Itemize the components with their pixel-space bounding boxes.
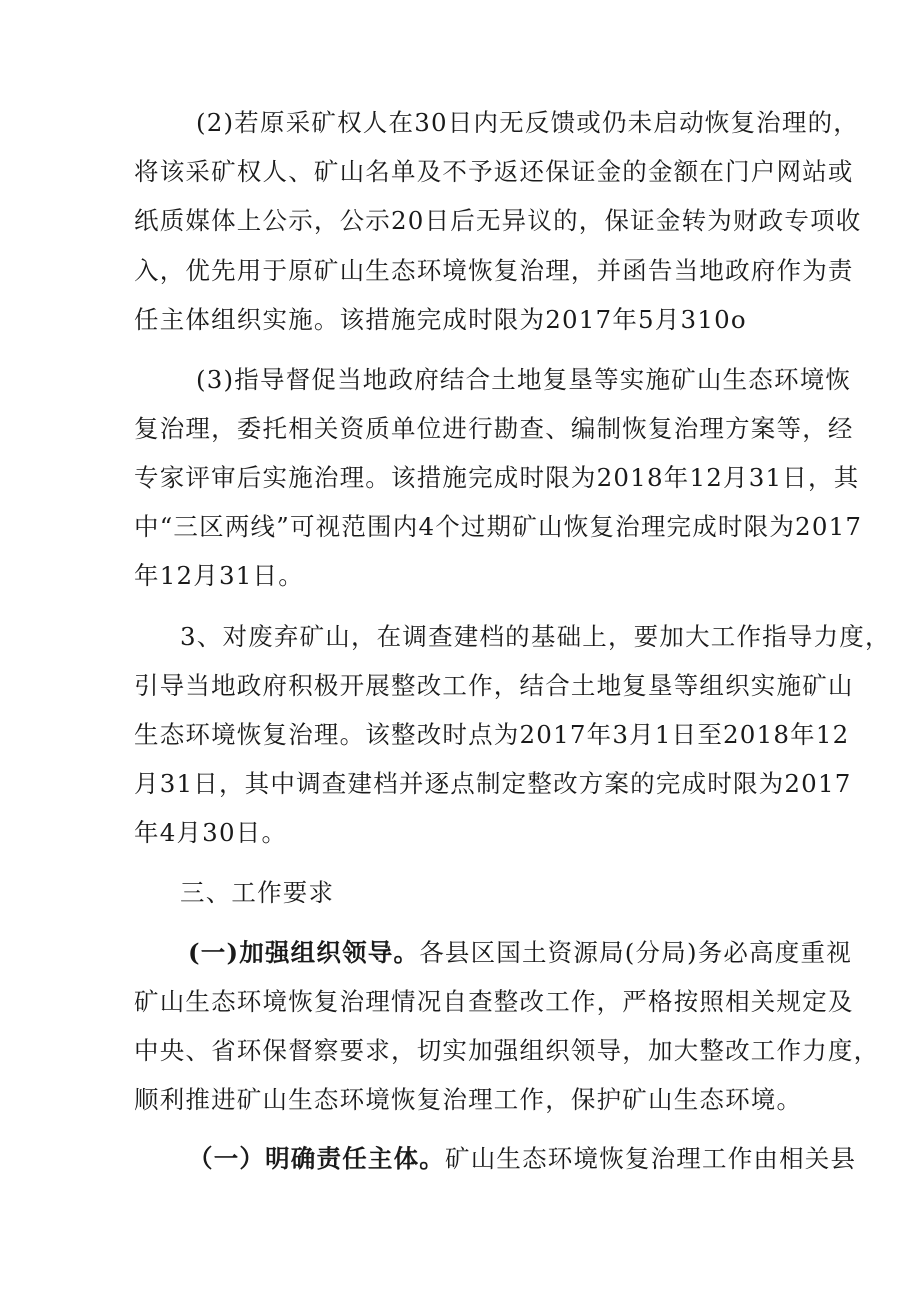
requirement-1-line-1-text: 各县区国土资源局(分局)务必高度重视 (419, 938, 852, 967)
requirement-1-line-1 (188, 938, 852, 968)
paragraph-abandoned-line-3: 生态环境恢复治理。该整改时点为2017年3月1日至2018年12 (134, 720, 850, 749)
paragraph-abandoned-line-4: 月31日，其中调查建档并逐点制定整改方案的完成时限为2017 (134, 769, 852, 798)
paragraph-abandoned-line-2: 引导当地政府积极开展整改工作，结合土地复垦等组织实施矿山 (134, 671, 854, 700)
requirement-1-lead: (一)加强组织领导。 (188, 938, 420, 967)
paragraph-3-line-1: (3)指导督促当地政府结合土地复垦等实施矿山生态环境恢 (196, 365, 852, 394)
requirement-1-line-2: 矿山生态环境恢复治理情况自查整改工作，严格按照相关规定及 (134, 987, 854, 1016)
paragraph-3-line-3: 专家评审后实施治理。该措施完成时限为2018年12月31日，其 (134, 463, 860, 492)
requirement-2-line-1-text: 矿山生态环境恢复治理工作由相关县 (445, 1144, 857, 1173)
paragraph-3-line-2: 复治理，委托相关资质单位进行勘查、编制恢复治理方案等，经 (134, 414, 854, 443)
paragraph-3-line-4: 中“三区两线”可视范围内4个过期矿山恢复治理完成时限为2017 (134, 512, 863, 541)
section-heading-work-requirements: 三、工作要求 (180, 878, 335, 907)
paragraph-abandoned-line-5: 年4月30日。 (134, 818, 288, 847)
paragraph-3-line-5: 年12月31日。 (134, 561, 304, 590)
paragraph-2-line-5: 任主体组织实施。该措施完成时限为2017年5月310o (134, 305, 747, 334)
paragraph-2-line-4: 入，优先用于原矿山生态环境恢复治理，并函告当地政府作为责 (134, 256, 854, 285)
paragraph-2-line-3: 纸质媒体上公示，公示20日后无异议的，保证金转为财政专项收 (134, 206, 862, 235)
paragraph-abandoned-line-1: 3、对废弃矿山，在调查建档的基础上，要加大工作指导力度， (180, 622, 891, 651)
requirement-2-lead: （一）明确责任主体。 (188, 1144, 445, 1173)
paragraph-2-line-1: (2)若原采矿权人在30日内无反馈或仍未启动恢复治理的， (196, 108, 859, 137)
requirement-1-line-4: 顺利推进矿山生态环境恢复治理工作，保护矿山生态环境。 (134, 1085, 803, 1114)
requirement-1-line-3: 中央、省环保督察要求，切实加强组织领导，加大整改工作力度， (134, 1036, 880, 1065)
requirement-2-line-1 (188, 1144, 856, 1174)
paragraph-2-line-2: 将该采矿权人、矿山名单及不予返还保证金的金额在门户网站或 (134, 157, 854, 186)
